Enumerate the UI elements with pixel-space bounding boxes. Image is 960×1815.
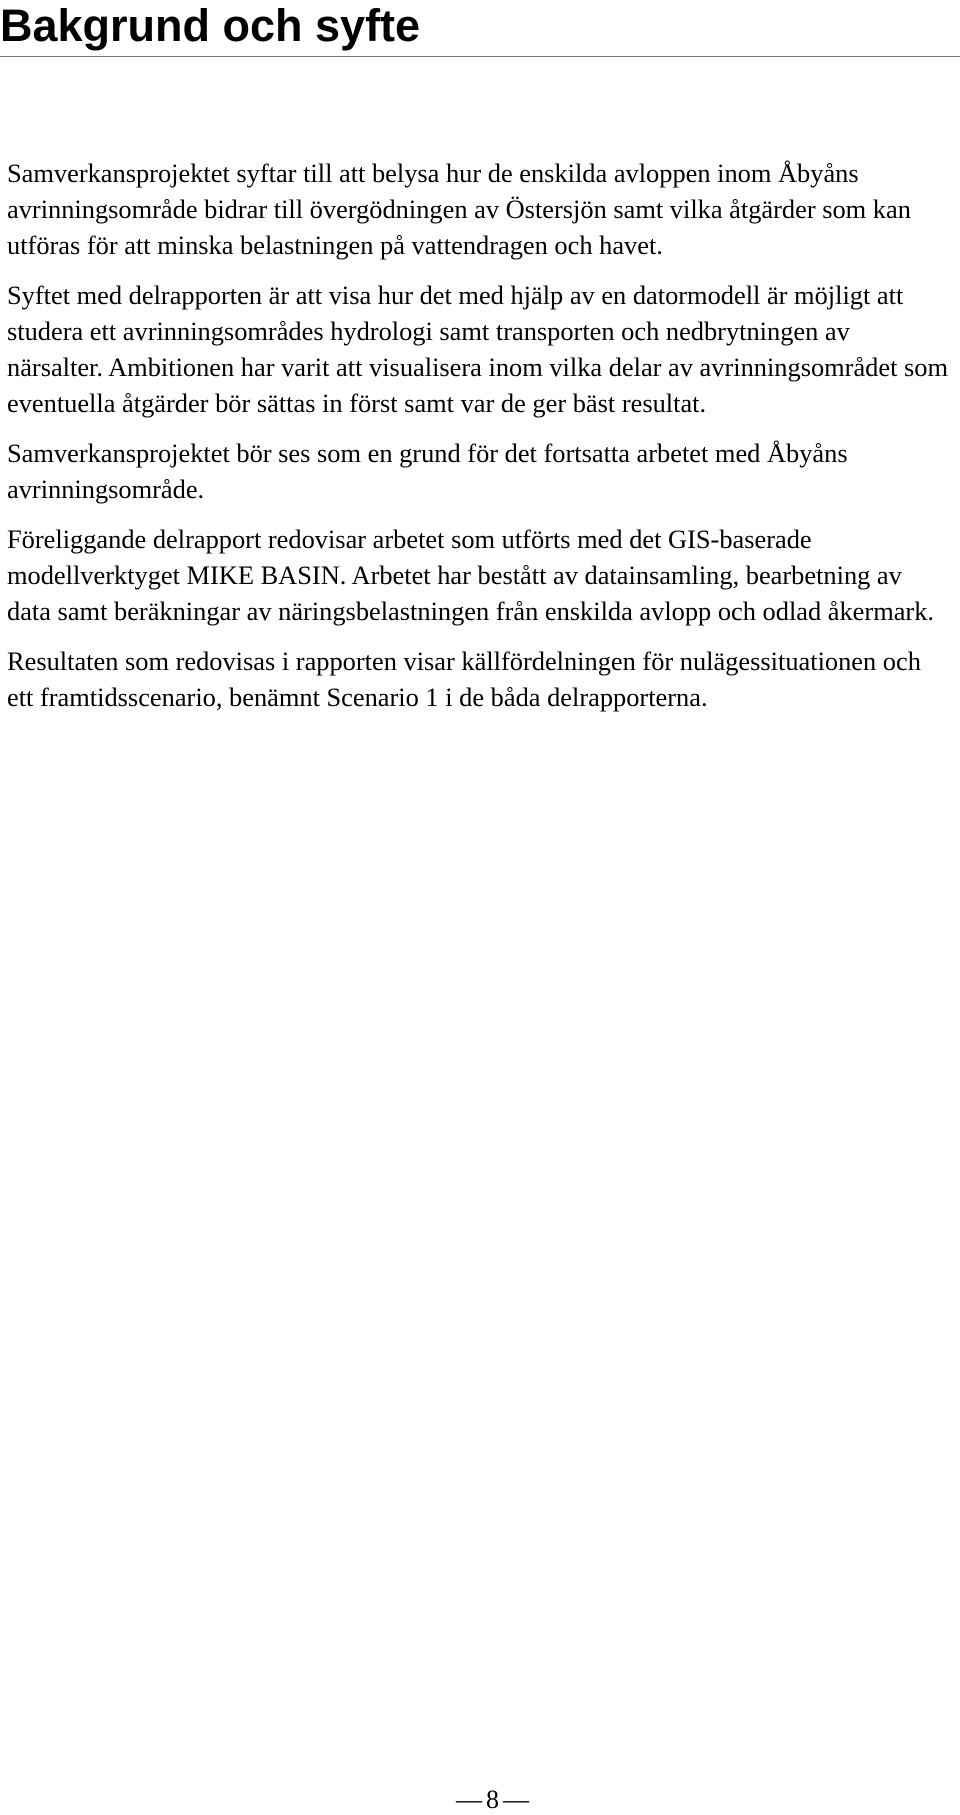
paragraph-aim: Syftet med delrapporten är att visa hur det med hjälp av en datormodell är möjligt att studera ett avrinningsområdes hydrologi samt transporten och nedbrytningen av närsalter. Ambitionen har varit att visualisera inom vilka delar av avrinningsområdet som eventuella åtgärder bör sättas in först samt var de ger bäst resultat. [7, 280, 949, 418]
paragraph-foundation: Samverkansprojektet bör ses som en grund för det fortsatta arbetet med Åbyåns avrinningsområde. [7, 438, 848, 504]
heading-divider [0, 56, 960, 57]
paragraph-method: Föreliggande delrapport redovisar arbetet som utförts med det GIS-baserade modellverktyget MIKE BASIN. Arbetet har bestått av datainsamling, bearbetning av data samt beräkningar av näringsbelastningen från enskilda avlopp och odlad åkermark. [7, 524, 935, 626]
page-number-dash-right: — [503, 1785, 529, 1814]
page-number: 8 [486, 1785, 499, 1814]
paragraph-purpose: Samverkansprojektet syftar till att belysa hur de enskilda avloppen inom Åbyåns avrinningsområde bidrar till övergödningen av Östersjön samt vilka åtgärder som kan utföras för att minska belastningen på vattendragen och havet. [7, 158, 911, 260]
paragraph-results: Resultaten som redovisas i rapporten visar källfördelningen för nulägessituationen och ett framtidsscenario, benämnt Scenario 1 i de båda delrapporterna. [7, 646, 921, 712]
page-number-dash-left: — [456, 1785, 482, 1814]
body-text [7, 155, 952, 729]
page-heading: Bakgrund och syfte [0, 0, 421, 51]
